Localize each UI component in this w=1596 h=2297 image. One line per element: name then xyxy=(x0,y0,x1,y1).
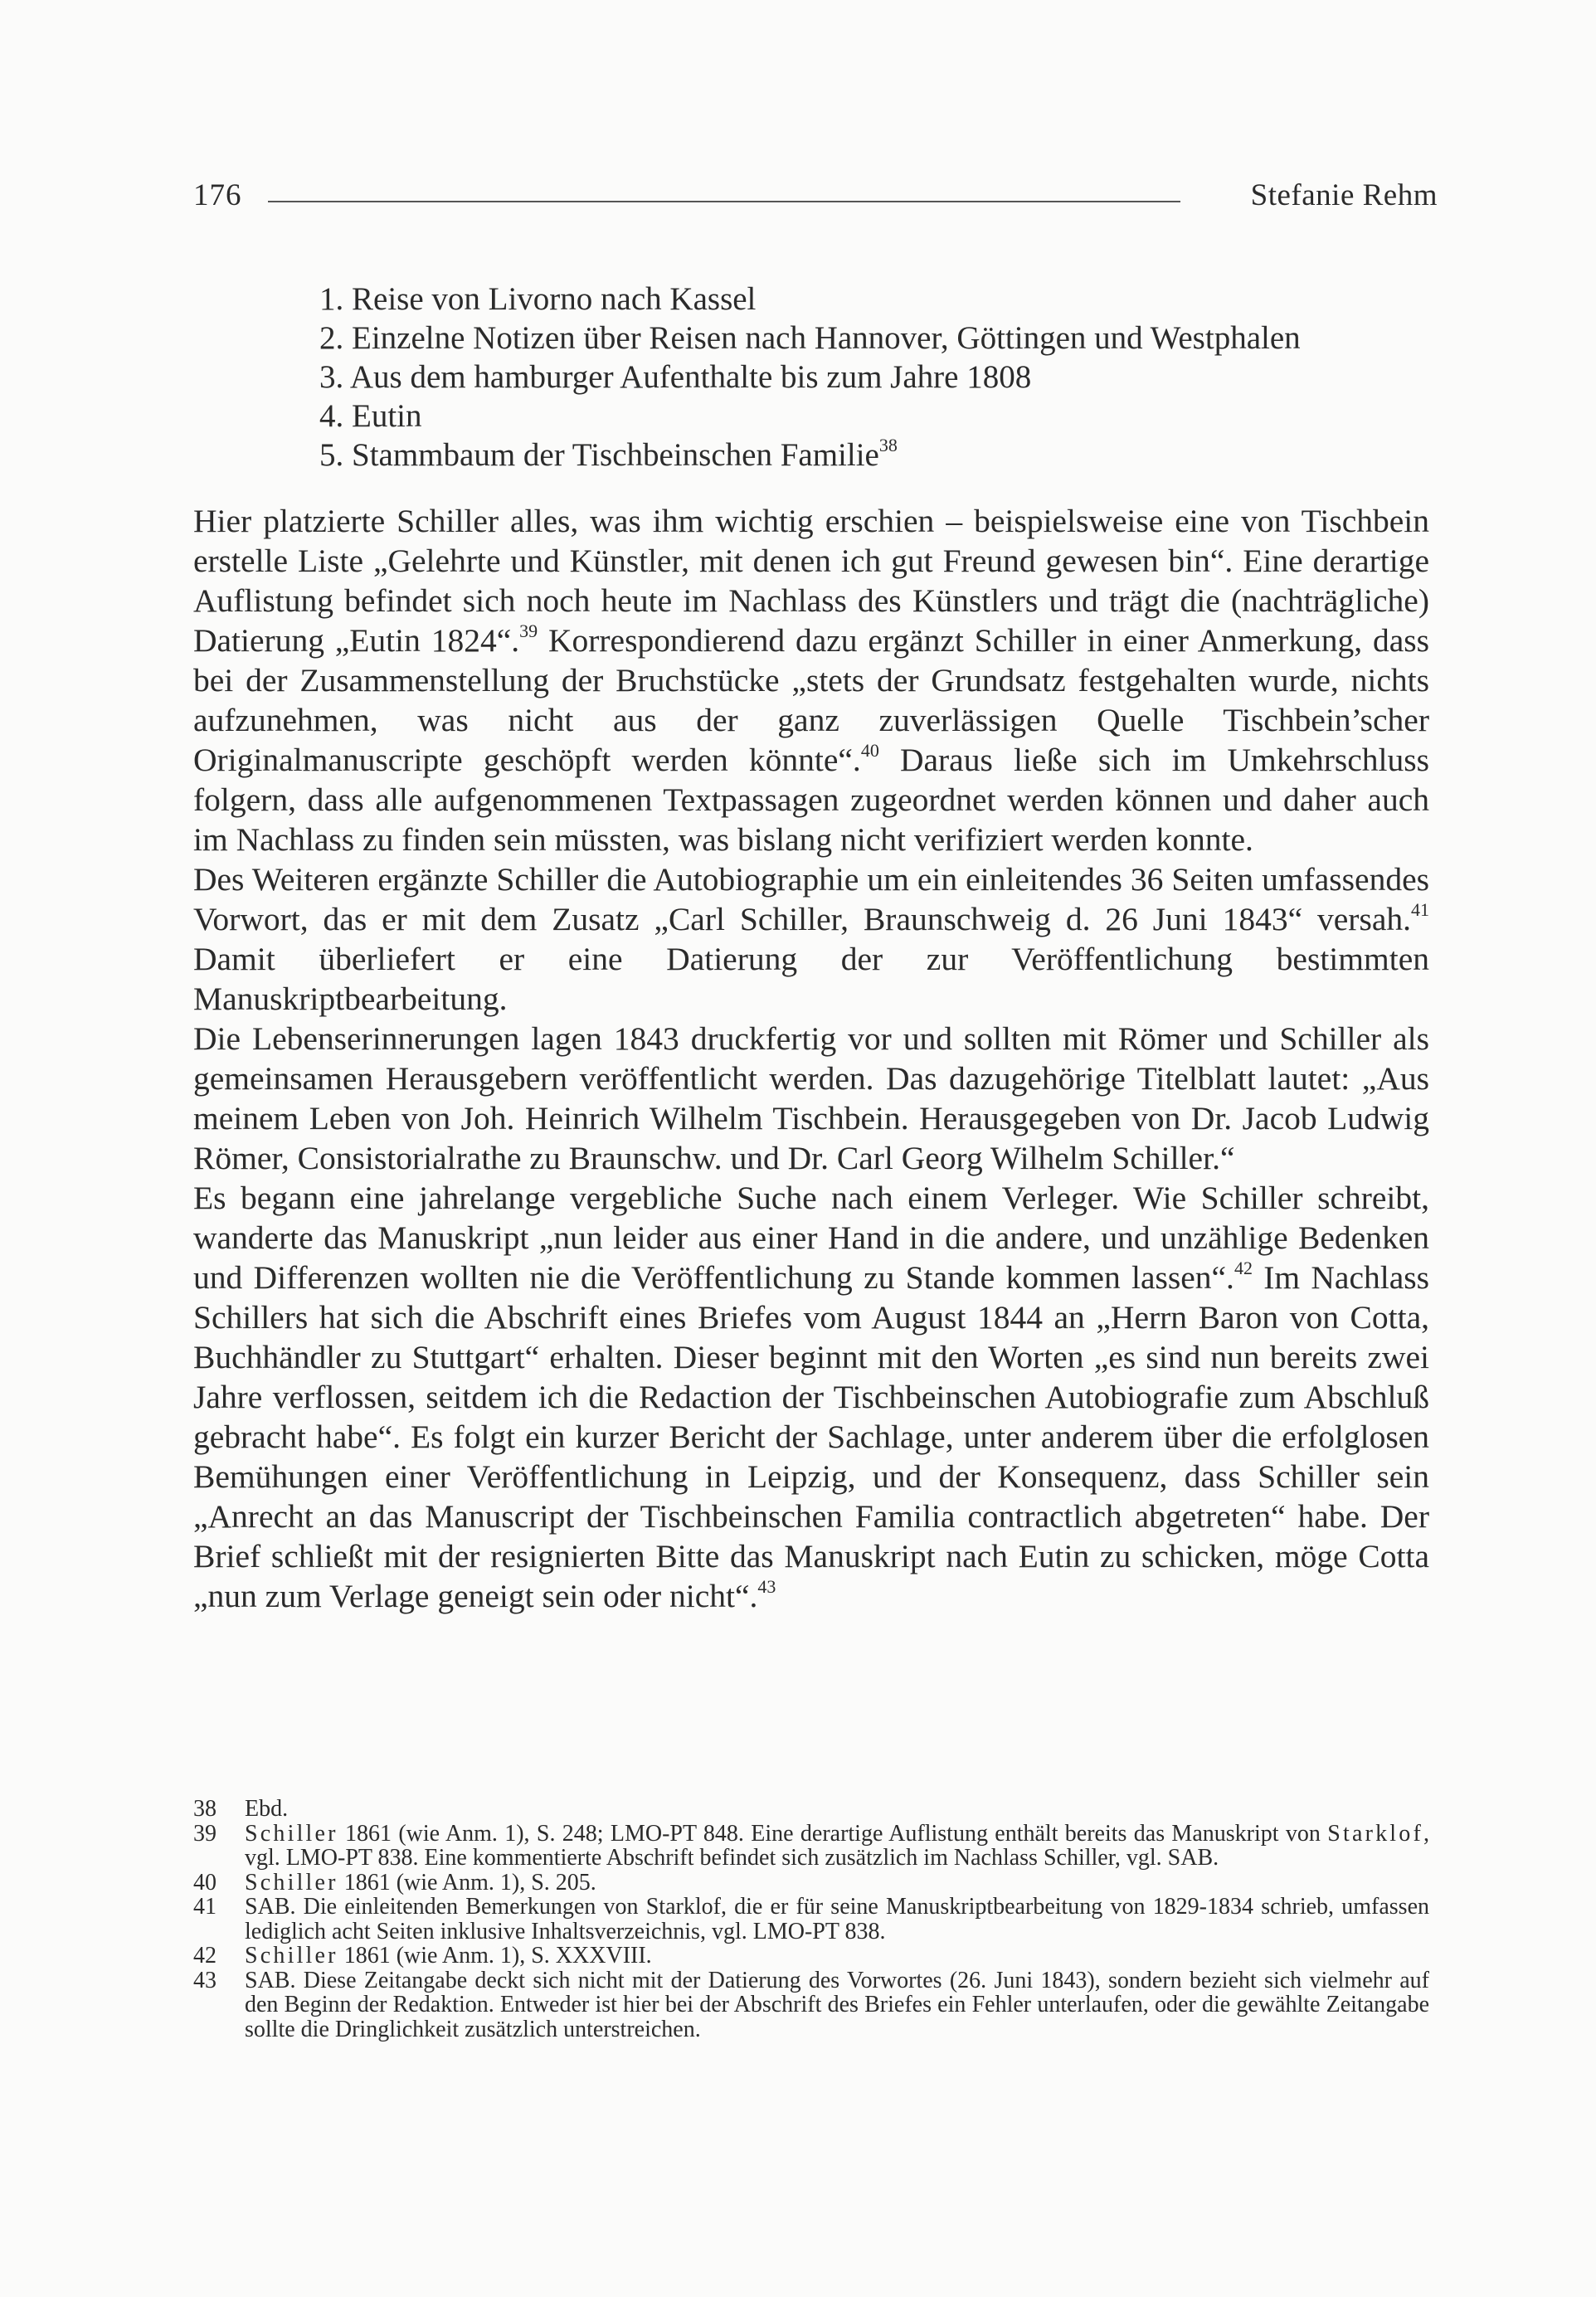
author-name: Schiller xyxy=(245,1869,338,1896)
paragraph xyxy=(193,1178,1429,1616)
footnote xyxy=(193,1797,1429,1822)
paragraph-text: Damit überliefert er eine Datierung der zur Veröffentlichung bestimmten Manuskriptbearbeitung. xyxy=(193,941,1429,1017)
footnote xyxy=(193,1969,1429,2042)
footnote-ref: 41 xyxy=(1411,899,1429,920)
footnote-text: 1861 (wie Anm. 1), S. 248; LMO-PT 848. Eine derartige Auflistung enthält bereits das Manuskript von xyxy=(338,1820,1328,1847)
running-header xyxy=(193,178,1438,227)
paragraph xyxy=(193,1019,1429,1178)
footnote-number: 39 xyxy=(193,1820,217,1847)
footnote-text: Ebd. xyxy=(245,1796,289,1822)
paragraph-text: Des Weiteren ergänzte Schiller die Autobiographie um ein einleitendes 36 Seiten umfassendes Vorwort, das er mit dem Zusatz „Carl Schiller, Braunschweig d. 26 Juni 1843“ versah. xyxy=(193,861,1429,937)
list-item-with-note xyxy=(319,436,1301,474)
footnote-number: 40 xyxy=(193,1869,217,1896)
list-item-text: 5. Stammbaum der Tischbeinschen Familie xyxy=(319,437,879,473)
list-item: 4. Eutin xyxy=(319,398,422,434)
footnote-number: 42 xyxy=(193,1943,217,1969)
footnote xyxy=(193,1944,1429,1969)
paragraph xyxy=(193,501,1429,859)
footnote xyxy=(193,1871,1429,1896)
footnote-number: 43 xyxy=(193,1967,217,1993)
paragraph-text: Hier platzierte Schiller alles, was ihm wichtig erschien – beispielsweise eine von Tischbein erstelle Liste „Gelehrte und Künstler, mit denen ich gut Freund gewesen bin“. Eine derartige Auflistung befindet sich noch heute im Nachlass des Künstlers und trägt die (nachträgliche) Datierung „Eutin 1824“. xyxy=(193,503,1429,659)
paragraph-text: Daraus ließe sich im Umkehrschluss folgern, dass alle aufgenommenen Textpassagen zugeordnet werden können und daher auch im Nachlass zu finden sein müssten, was bislang nicht verifiziert werden konnte. xyxy=(193,742,1429,858)
footnote-ref: 38 xyxy=(878,435,898,455)
footnote-ref: 40 xyxy=(860,740,879,761)
paragraph-text: Im Nachlass Schillers hat sich die Abschrift eines Briefes vom August 1844 an „Herrn Baron von Cotta, Buchhändler zu Stuttgart“ erhalten. Dieser beginnt mit den Worten „es sind nun bereits zwei Jahre verflossen, seitdem ich die Redaction der Tischbeinschen Autobiografie zum Abschluß gebracht habe“. Es folgt ein kurzer Bericht der Sachlage, unter anderem über die erfolglosen Bemühungen einer Veröffentlichung in Leipzig, und der Konsequenz, dass Schiller sein „Anrecht an das Manuscript der Tischbeinschen Familia contractlich abgetreten“ habe. Der Brief schließt mit der resignierten Bitte das Manuskript nach Eutin zu schicken, möge Cotta „nun zum Verlage geneigt sein oder nicht“. xyxy=(193,1259,1429,1614)
page-number: 176 xyxy=(193,178,242,212)
footnotes xyxy=(193,1797,1429,2042)
footnote-text: , vgl. LMO-PT 838. Eine kommentierte Abschrift befindet sich zusätzlich im Nachlass Schiller, vgl. SAB. xyxy=(245,1820,1429,1871)
footnote-ref: 39 xyxy=(519,620,538,641)
list-item: 2. Einzelne Notizen über Reisen nach Hannover, Göttingen und Westphalen xyxy=(319,320,1301,356)
footnote-text: 1861 (wie Anm. 1), S. 205. xyxy=(338,1869,596,1896)
list-item: 3. Aus dem hamburger Aufenthalte bis zum Jahre 1808 xyxy=(319,359,1032,395)
body-text xyxy=(193,501,1429,1616)
header-rule xyxy=(268,201,1180,202)
footnote-number: 41 xyxy=(193,1894,217,1920)
paragraph-text: Es begann eine jahrelange vergebliche Suche nach einem Verleger. Wie Schiller schreibt, wanderte das Manuskript „nun leider aus einer Hand in die andere, und unzählige Bedenken und Differenzen wollten nie die Veröffentlichung zu Stande kommen lassen“. xyxy=(193,1180,1429,1296)
paragraph-text: Die Lebenserinnerungen lagen 1843 druckfertig vor und sollten mit Römer und Schiller als gemeinsamen Herausgebern veröffentlicht werden. Das dazugehörige Titelblatt lautet: „Aus meinem Leben von Joh. Heinrich Wilhelm Tischbein. Herausgegeben von Dr. Jacob Ludwig Römer, Consistorialrathe zu Braunschw. und Dr. Carl Georg Wilhelm Schiller.“ xyxy=(193,1020,1429,1176)
paragraph-text: Korrespondierend dazu ergänzt Schiller in einer Anmerkung, dass bei der Zusammenstellung der Bruchstücke „stets der Grundsatz festgehalten wurde, nichts aufzunehmen, was nicht aus der ganz zuverlässigen Quelle Tischbein’scher Originalmanuscripte geschöpft werden könnte“. xyxy=(193,622,1430,778)
running-head-author: Stefanie Rehm xyxy=(1250,178,1438,212)
contents-list xyxy=(319,280,1301,474)
author-name: Schiller xyxy=(245,1943,338,1969)
footnote xyxy=(193,1895,1429,1944)
footnote-text: SAB. Die einleitenden Bemerkungen von Starklof, die er für seine Manuskriptbearbeitung von 1829-1834 schrieb, umfassen lediglich acht Seiten inklusive Inhaltsverzeichnis, vgl. LMO-PT 838. xyxy=(245,1894,1429,1944)
footnote-ref: 43 xyxy=(757,1576,776,1597)
footnote-text: 1861 (wie Anm. 1), S. XXXVIII. xyxy=(338,1943,652,1969)
footnote-text: SAB. Diese Zeitangabe deckt sich nicht mit der Datierung des Vorwortes (26. Juni 1843), sondern bezieht sich vielmehr auf den Beginn der Redaktion. Entweder ist hier bei der Abschrift des Briefes ein Fehler unterlaufen, oder die gewählte Zeitangabe sollte die Dringlichkeit zusätzlich unterstreichen. xyxy=(245,1967,1429,2042)
paragraph xyxy=(193,859,1429,1019)
author-name: Starklof xyxy=(1327,1820,1423,1847)
footnote-number: 38 xyxy=(193,1796,217,1822)
footnote xyxy=(193,1822,1429,1871)
author-name: Schiller xyxy=(245,1820,338,1847)
footnote-ref: 42 xyxy=(1233,1258,1253,1278)
list-item: 1. Reise von Livorno nach Kassel xyxy=(319,281,757,317)
